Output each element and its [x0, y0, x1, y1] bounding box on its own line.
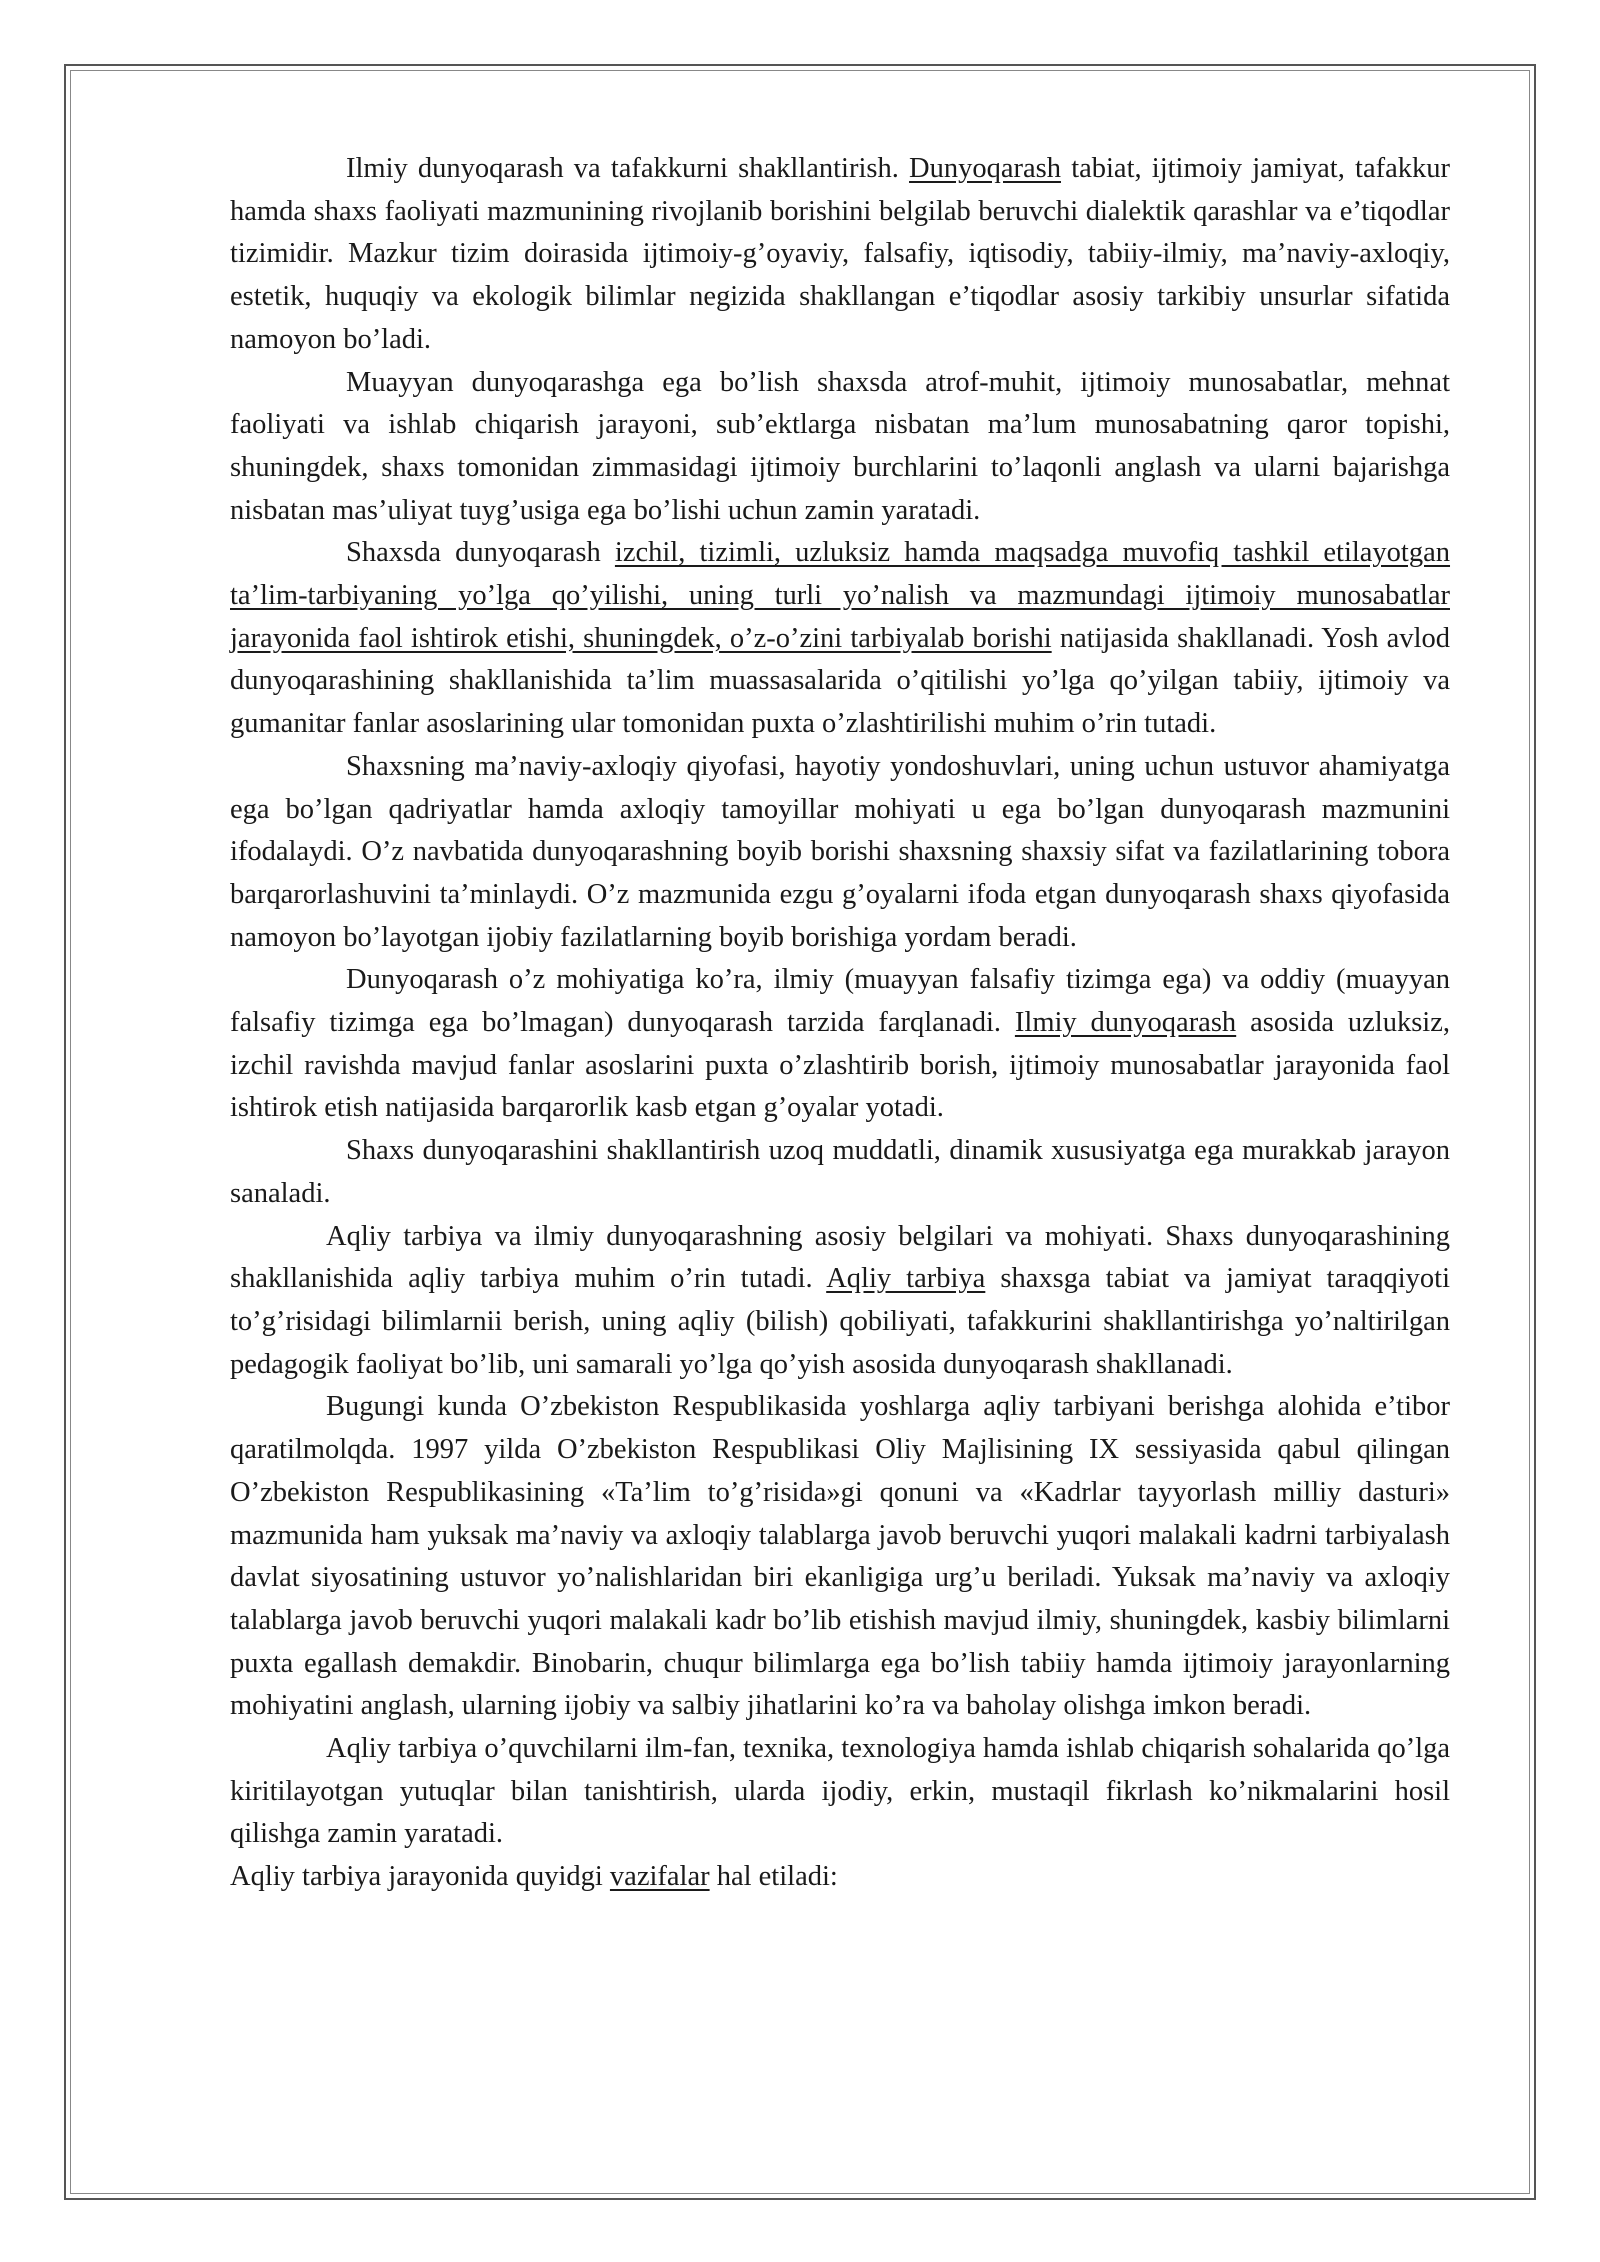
text: asosida uzluksiz, izchil ravishda mavjud fanlar asoslarini puxta o’zlashtirib borish, ijtimoiy munosabatlar jarayonida faol ishtirok etish natijasida barqarorlik kasb etgan g’oyalar yotadi. — [230, 1007, 1450, 1124]
text: Aqliy tarbiya va ilmiy dunyoqarashning asosiy belgilari va mohiyati. Shaxs dunyoqarashining shakllanishida aqliy tarbiya muhim o’rin tutadi. — [230, 1220, 1450, 1295]
paragraph-2: Muayyan dunyoqarashga ega bo’lish shaxsda atrof-muhit, ijtimoiy munosabatlar, mehnat faoliyati va ishlab chiqarish jarayoni, sub’ektlarga nisbatan ma’lum munosabatning qaror topishi, shuningdek, shaxs tomonidan zimmasidagi ijtimoiy burchlarini to’laqonli anglash va ularni bajarishga nisbatan mas’uliyat tuyg’usiga ega bo’lishi uchun zamin yaratadi. — [230, 366, 1450, 526]
text: Aqliy tarbiya jarayonida quyidgi — [230, 1861, 610, 1893]
underlined-term: vazifalar — [609, 1861, 710, 1893]
paragraph-10 — [230, 1856, 1450, 1899]
text: shaxsga tabiat va jamiyat taraqqiyoti to’g’risidagi bilimlarnii berish, uning aqliy (bilish) qobiliyati, tafakkurini shakllantirishga yo’naltirilgan pedagogik faoliyat bo’lib, uni samarali yo’lga qo’yish asosida dunyoqarash shakllanadi. — [230, 1263, 1451, 1380]
paragraph-4: Shaxsning ma’naviy-axloqiy qiyofasi, hayotiy yondoshuvlari, uning uchun ustuvor ahamiyatga ega bo’lgan qadriyatlar hamda axloqiy tamoyillar mohiyati u ega bo’lgan dunyoqarash mazmunini ifodalaydi. O’z navbatida dunyoqarashning boyib borishi shaxsning shaxsiy sifat va fazilatlarining tobora barqarorlashuvini ta’minlaydi. O’z mazmunida ezgu g’oyalarni ifoda etgan dunyoqarash shaxs qiyofasida namoyon bo’layotgan ijobiy fazilatlarning boyib borishiga yordam beradi. — [230, 750, 1450, 953]
paragraph-9: Aqliy tarbiya o’quvchilarni ilm-fan, texnika, texnologiya hamda ishlab chiqarish sohalarida qo’lga kiritilayotgan yutuqlar bilan tanishtirish, ularda ijodiy, erkin, mustaqil fikrlash ko’nikmalarini hosil qilishga zamin yaratadi. — [230, 1733, 1450, 1850]
text: natijasida shakllanadi. Yosh avlod dunyoqarashining shakllanishida ta’lim muassasalarida o’qitilishi yo’lga qo’yilgan tabiiy, ijtimoiy va gumanitar fanlar asoslarining ular tomonidan puxta o’zlashtirilishi muhim o’rin tutadi. — [230, 622, 1450, 740]
text: Dunyoqarash o’z mohiyatiga ko’ra, ilmiy (muayyan falsafiy tizimga ega) va oddiy (muayyan falsafiy tizimga ega bo’lmagan) dunyoqarash tarzida farqlanadi. — [230, 964, 1450, 1039]
text: hal etiladi: — [709, 1861, 838, 1893]
paragraph-3 — [230, 532, 1450, 746]
paragraph-8: Bugungi kunda O’zbekiston Respublikasida yoshlarga aqliy tarbiyani berishga alohida e’tibor qaratilmolqda. 1997 yilda O’zbekiston Respublikasi Oliy Majlisining IX sessiyasida qabul qilingan O’zbekiston Respublikasining «Ta’lim to’g’risida»gi qonuni va «Kadrlar tayyorlash milliy dasturi» mazmunida ham yuksak ma’naviy va axloqiy talablarga javob beruvchi yuqori malakali kadrni tarbiyalash davlat siyosatining ustuvor yo’nalishlaridan biri ekanligiga urg’u beriladi. Yuksak ma’naviy va axloqiy talablarga javob beruvchi yuqori malakali kadr bo’lib etishish mavjud ilmiy, shuningdek, kasbiy bilimlarni puxta egallash demakdir. Binobarin, chuqur bilimlarga ega bo’lish tabiiy hamda ijtimoiy jarayonlarning mohiyatini anglash, ularning ijobiy va salbiy jihatlarini ko’ra va baholay olishga imkon beradi. — [230, 1391, 1450, 1722]
text: Ilmiy dunyoqarash va tafakkurni shakllantirish. — [346, 153, 910, 184]
document-body — [230, 148, 1450, 1899]
underlined-term: Dunyoqarash — [909, 153, 1061, 184]
paragraph-7 — [230, 1216, 1450, 1387]
underlined-term: Ilmiy dunyoqarash — [1014, 1007, 1237, 1039]
paragraph-1 — [230, 148, 1450, 362]
paragraph-6: Shaxs dunyoqarashini shakllantirish uzoq muddatli, dinamik xususiyatga ega murakkab jarayon sanaladi. — [230, 1135, 1450, 1209]
text: tabiat, ijtimoiy jamiyat, tafakkur hamda shaxs faoliyati mazmunining rivojlanib borishini belgilab beruvchi dialektik qarashlar va e’tiqodlar tizimidir. Mazkur tizim doirasida ijtimoiy-g’oyaviy, falsafiy, iqtisodiy, tabiiy-ilmiy, ma’naviy-axloqiy, estetik, huquqiy va ekologik bilimlar negizida shakllangan e’tiqodlar asosiy tarkibiy unsurlar sifatida namoyon bo’ladi. — [230, 153, 1450, 355]
underlined-term: Aqliy tarbiya — [826, 1263, 986, 1295]
paragraph-5 — [230, 959, 1450, 1130]
text: Shaxsda dunyoqarash — [346, 537, 615, 569]
underlined-phrase: izchil, tizimli, uzluksiz hamda maqsadga muvofiq tashkil etilayotgan ta’lim-tarbiyaning yo’lga qo’yilishi, uning turli yo’nalish va mazmundagi ijtimoiy munosabatlar jarayonida faol ishtirok etishi, shuningdek, o’z-o’zini tarbiyalab borishi — [230, 537, 1451, 654]
